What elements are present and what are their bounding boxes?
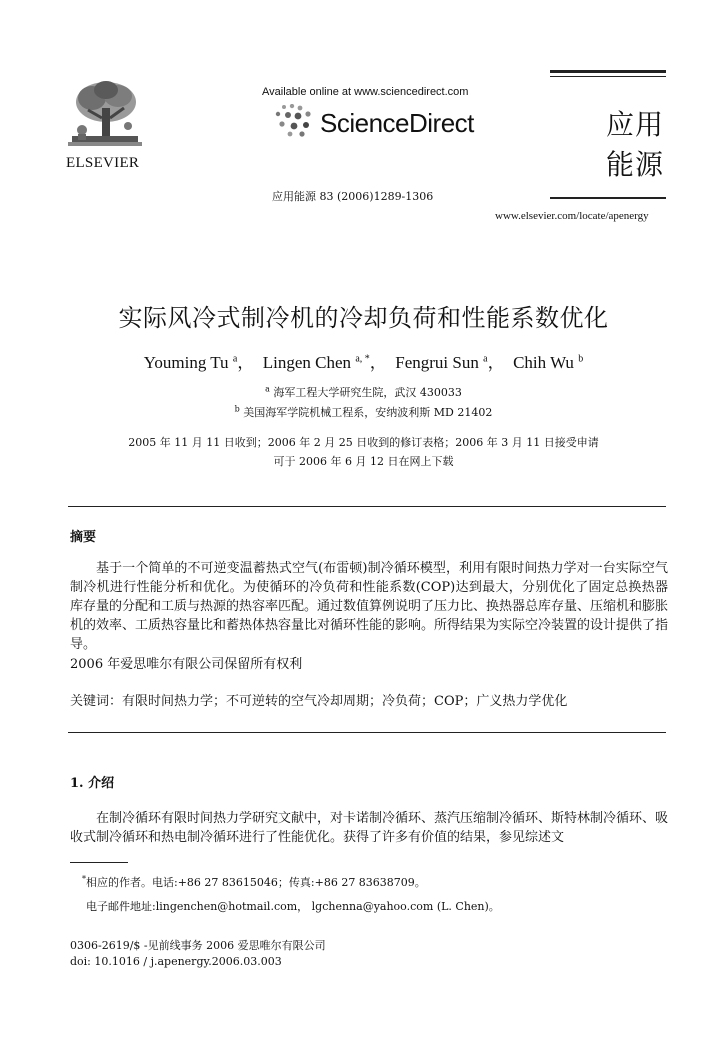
sciencedirect-dots-icon [270, 104, 320, 138]
publisher-logo-text: ELSEVIER [66, 155, 140, 171]
author-mark: b [578, 353, 584, 365]
footnote-rule [70, 862, 128, 863]
affiliation-text: 海军工程大学研究生院，武汉 430033 [273, 386, 462, 399]
sciencedirect-brand: ScienceDirect [320, 108, 474, 138]
journal-citation: 应用能源 83 (2006)1289-1306 [272, 190, 434, 203]
footnote-corresponding [82, 874, 426, 890]
copyright-line: 2006 年爱思唯尔有限公司保留所有权利 [70, 657, 303, 672]
bottom-rule-thick [550, 197, 666, 199]
author-separator: ， [237, 353, 255, 372]
author-name: Fengrui Sun [395, 353, 479, 372]
author-separator: ， [487, 353, 505, 372]
top-rule-thick [550, 70, 666, 73]
abstract-body: 基于一个简单的不可逆变温蓄热式空气(布雷顿)制冷循环模型，利用有限时间热力学对一台实际空气制冷机进行性能分析和优化。为使循环的冷负荷和性能系数(COP)达到最大，分别优化了固定总换热器库存量的分配和工质与热源的热容率匹配。通过数值算例说明了压力比、换热器总库存量、压缩机和膨胀机的效率、工质热容量比和蓄热体热容量比对循环性能的影响。所得结果为实际空冷装置的设计提供了指导。 [70, 561, 669, 652]
author-mark: a, * [355, 353, 370, 365]
author-name: Lingen Chen [262, 353, 352, 372]
intro-heading: 1. 介绍 [70, 776, 115, 791]
affiliation-mark: a [265, 384, 270, 394]
author-name: Chih Wu [513, 353, 574, 372]
article-title: 实际风冷式制冷机的冷却负荷和性能系数优化 [118, 304, 609, 332]
journal-title-line2: 能源 [605, 148, 664, 181]
affiliation-a [0, 384, 727, 400]
author-mark: a [232, 353, 238, 365]
footnote-email: 电子邮件地址:lingenchen@hotmail.com， lgchenna@yahoo.com (L. Chen)。 [86, 900, 500, 913]
affiliation-text: 美国海军学院机械工程系，安纳波利斯 MD 21402 [243, 406, 493, 419]
journal-url: www.elsevier.com/locate/apenergy [495, 210, 649, 222]
author-name: Youming Tu [143, 353, 229, 372]
intro-body: 在制冷循环有限时间热力学研究文献中，对卡诺制冷循环、蒸汽压缩制冷循环、斯特林制冷循环、吸收式制冷循环和热电制冷循环进行了性能优化。获得了许多有价值的结果，参见综述文 [70, 811, 669, 845]
section-divider [68, 732, 666, 733]
footnote-mark: * [82, 874, 86, 884]
elsevier-tree-logo [66, 78, 144, 154]
section-divider [68, 506, 666, 507]
author-list [0, 348, 727, 373]
journal-title-line1: 应用 [605, 108, 664, 141]
author-mark: a [483, 353, 488, 365]
available-online-text: Available online at www.sciencedirect.com [262, 86, 469, 98]
footnote-text: 相应的作者。电话:+86 27 83615046；传真:+86 27 83638709。 [86, 876, 426, 889]
author-separator: ， [369, 353, 387, 372]
abstract-heading: 摘要 [70, 530, 97, 545]
keywords-line: 关键词：有限时间热力学；不可逆转的空气冷却周期；冷负荷；COP；广义热力学优化 [70, 694, 568, 709]
issn-line: 0306-2619/$ -见前线事务 2006 爱思唯尔有限公司 [70, 939, 326, 952]
affiliation-mark: b [234, 404, 240, 414]
article-history-line1: 2005 年 11 月 11 日收到；2006 年 2 月 25 日收到的修订表格；2006 年 3 月 11 日接受申请 [128, 436, 599, 449]
doi-line: doi: 10.1016 / j.apenergy.2006.03.003 [70, 955, 282, 968]
top-rule-thin [550, 76, 666, 77]
affiliation-b [0, 404, 727, 420]
article-history-line2: 可于 2006 年 6 月 12 日在网上下载 [273, 455, 454, 468]
